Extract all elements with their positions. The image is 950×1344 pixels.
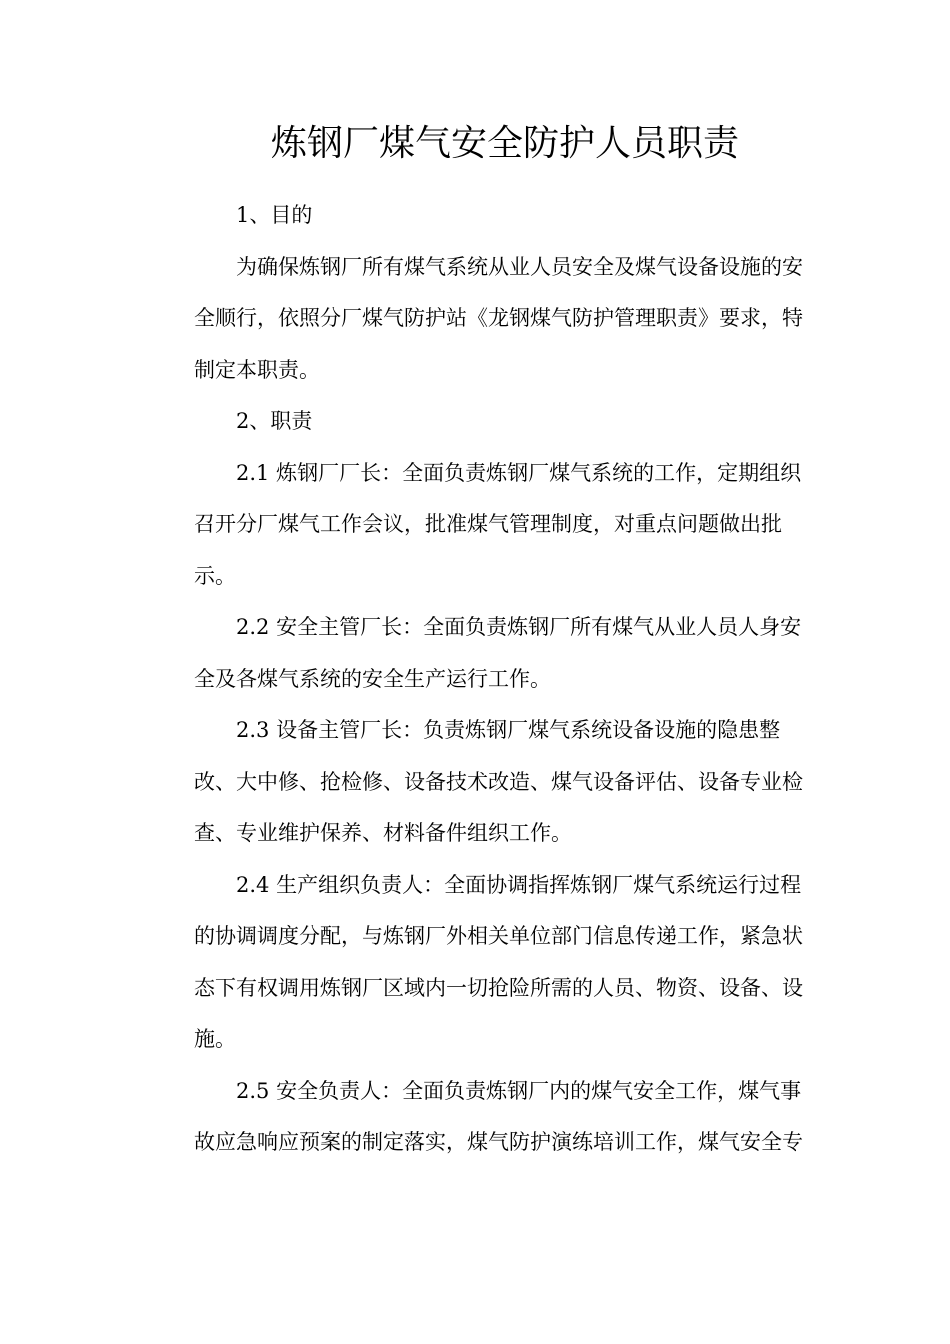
text-line: 2.1 炼钢厂厂长：全面负责炼钢厂煤气系统的工作，定期组织 — [236, 460, 802, 485]
paragraph-duties-heading — [152, 396, 802, 448]
text-line: 全及各煤气系统的安全生产运行工作。 — [194, 666, 551, 691]
text-line: 故应急响应预案的制定落实，煤气防护演练培训工作，煤气安全专 — [194, 1130, 803, 1154]
text-line: 2、职责 — [236, 409, 313, 433]
paragraph-purpose — [152, 242, 802, 397]
document-title: 炼钢厂煤气安全防护人员职责 — [270, 123, 739, 164]
text-line: 为确保炼钢厂所有煤气系统从业人员安全及煤气设备设施的安 — [236, 254, 803, 279]
paragraph-duty-2-3 — [152, 705, 802, 860]
text-line: 的协调调度分配，与炼钢厂外相关单位部门信息传递工作，紧急状 — [194, 924, 803, 948]
text-line: 改、大中修、抢检修、设备技术改造、煤气设备评估、设备专业检 — [194, 769, 803, 794]
text-line: 全顺行，依照分厂煤气防护站《龙钢煤气防护管理职责》要求，特 — [194, 306, 803, 330]
text-line: 召开分厂煤气工作会议，批准煤气管理制度，对重点问题做出批 — [194, 512, 782, 536]
text-line: 2.5 安全负责人：全面负责炼钢厂内的煤气安全工作，煤气事 — [236, 1078, 802, 1103]
document-body — [152, 190, 802, 1169]
text-line: 示。 — [194, 563, 236, 588]
text-line: 查、专业维护保养、材料备件组织工作。 — [194, 821, 572, 845]
text-line: 制定本职责。 — [194, 357, 320, 382]
paragraph-duty-2-2 — [152, 602, 802, 705]
text-line: 2.4 生产组织负责人：全面协调指挥炼钢厂煤气系统运行过程 — [236, 872, 802, 897]
text-line: 施。 — [194, 1027, 236, 1051]
paragraph-duty-2-4 — [152, 860, 802, 1066]
text-line: 态下有权调用炼钢厂区域内一切抢险所需的人员、物资、设备、设 — [194, 975, 803, 1000]
paragraph-duty-2-5 — [152, 1066, 802, 1169]
paragraph-purpose-heading — [152, 190, 802, 242]
text-line: 2.2 安全主管厂长：全面负责炼钢厂所有煤气从业人员人身安 — [236, 615, 802, 639]
text-line: 2.3 设备主管厂长：负责炼钢厂煤气系统设备设施的隐患整 — [236, 718, 781, 742]
paragraph-duty-2-1 — [152, 448, 802, 603]
text-line: 1、目的 — [236, 203, 313, 227]
